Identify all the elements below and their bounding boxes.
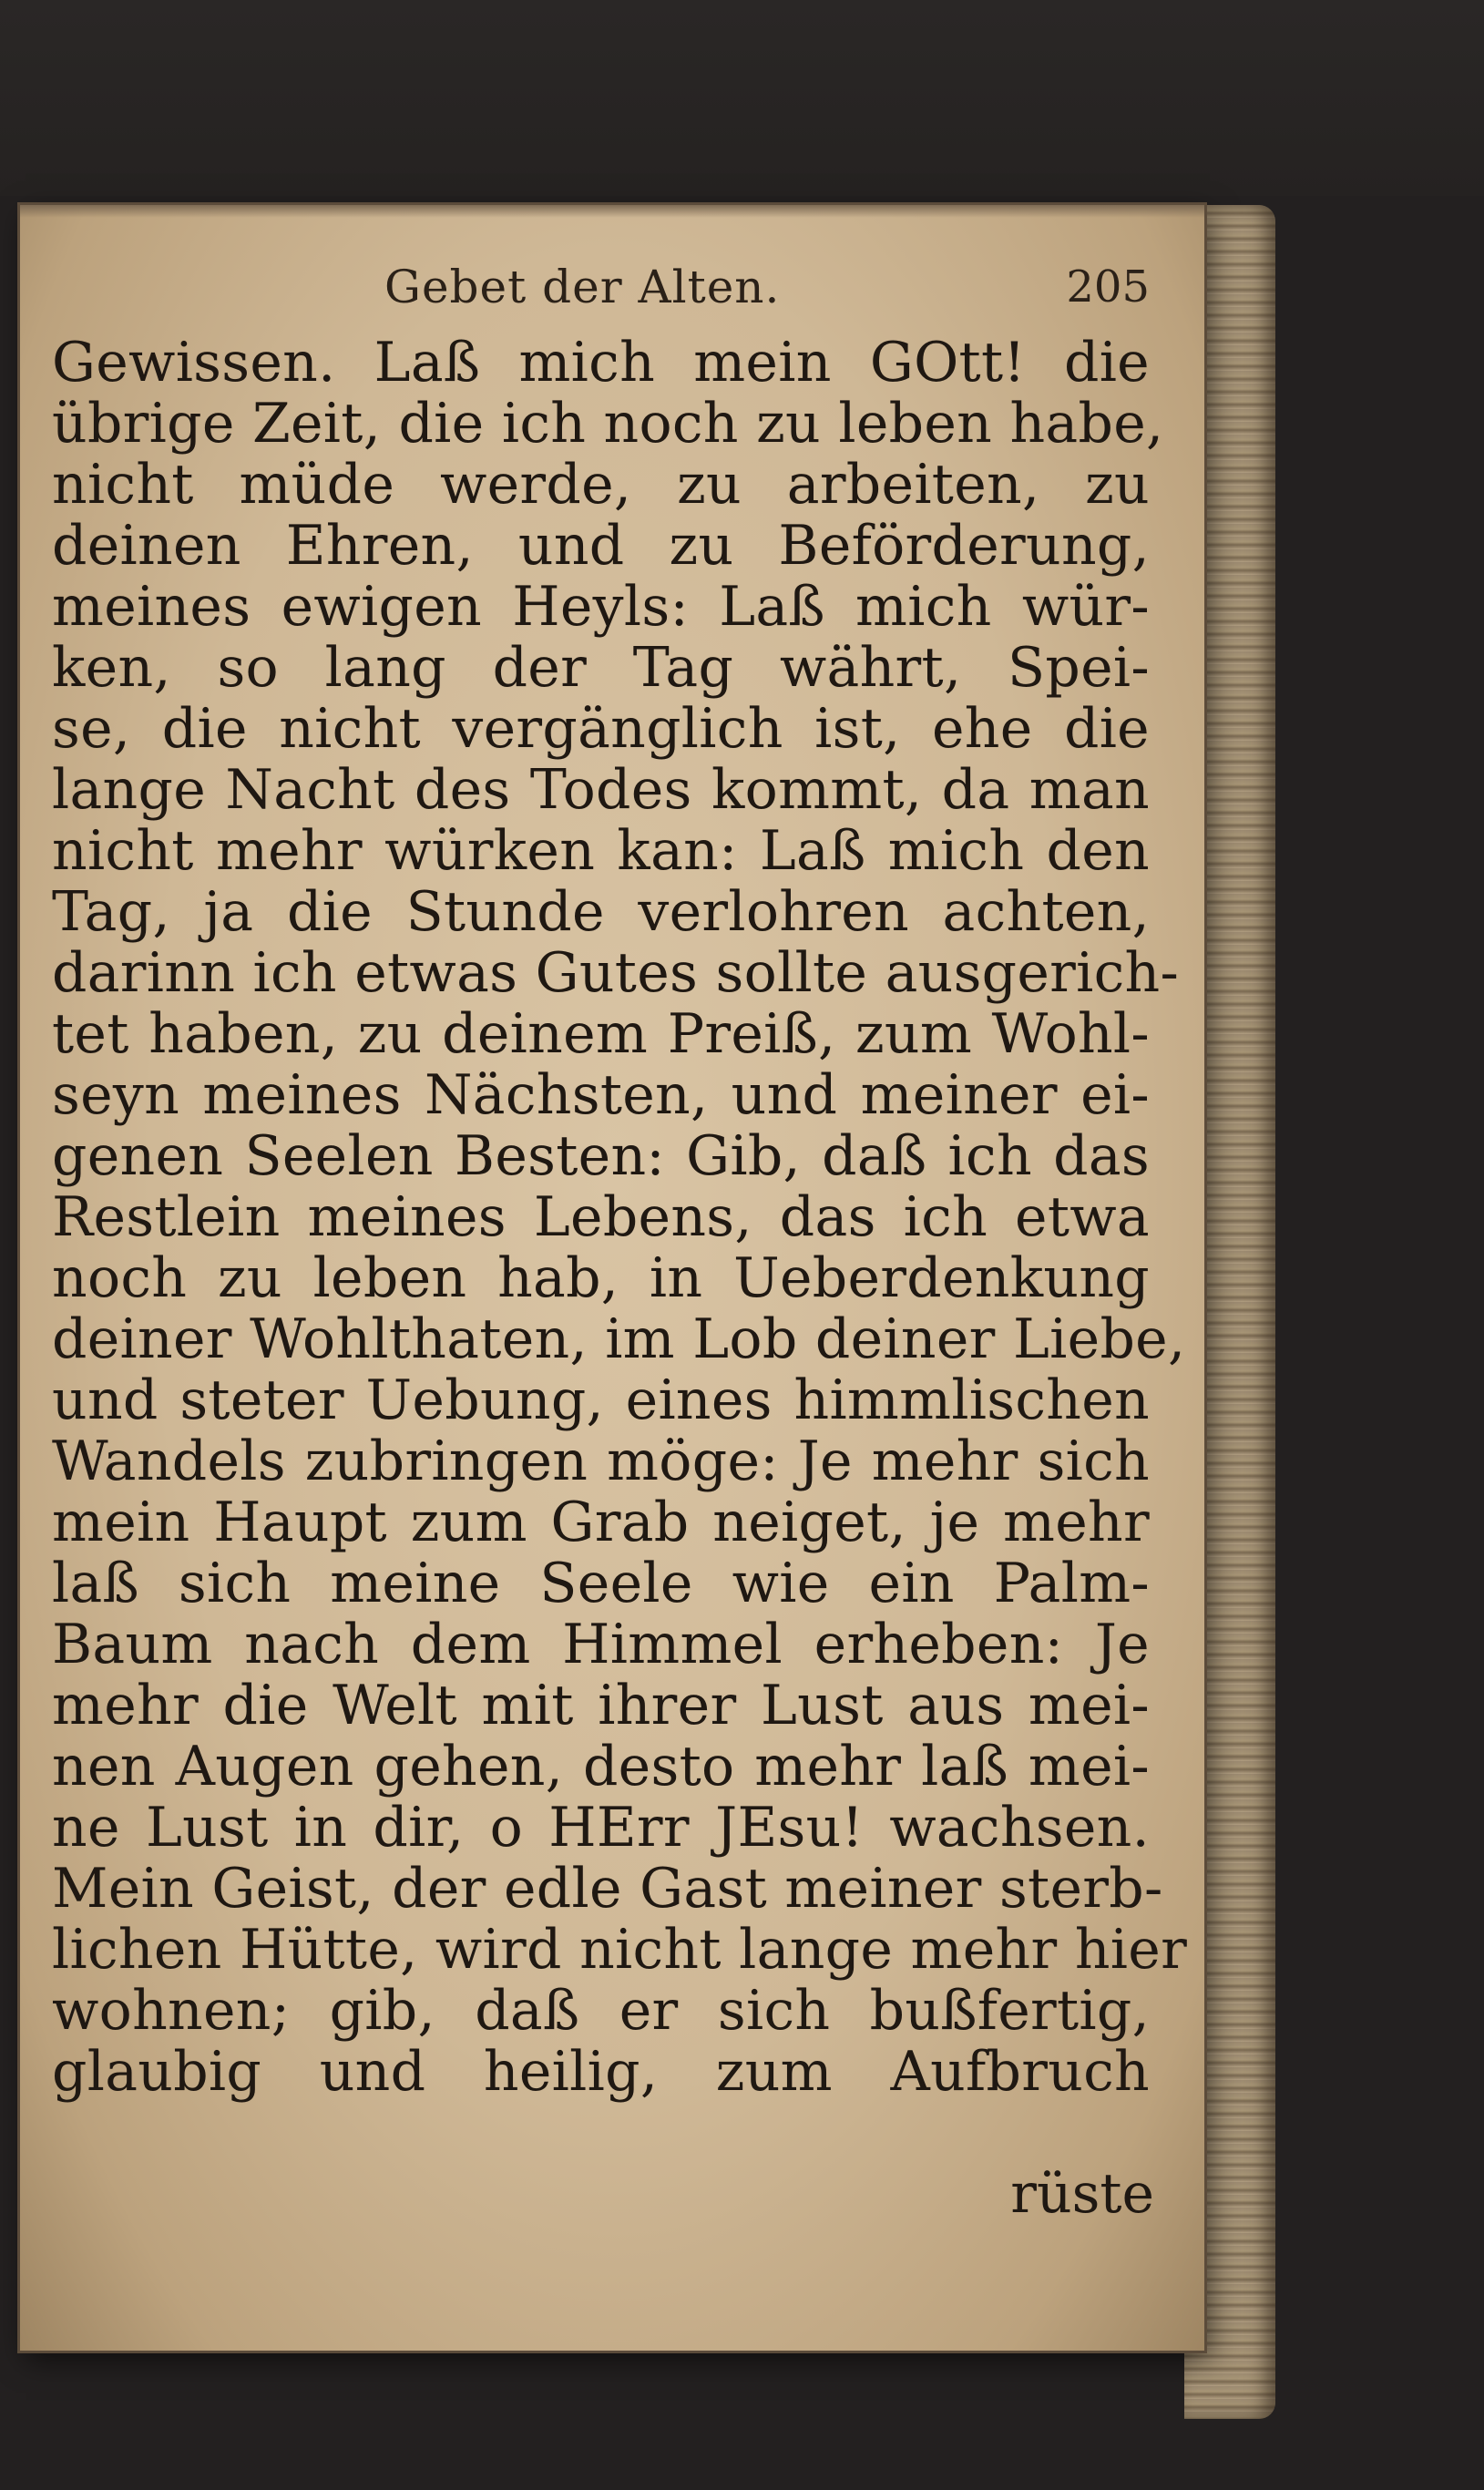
page-header bbox=[20, 251, 1204, 323]
page-number: 205 bbox=[1066, 261, 1150, 313]
text-line: ken, so lang der Tag währt, Spei- bbox=[52, 636, 1150, 700]
text-line: Baum nach dem Himmel erheben: Je bbox=[52, 1613, 1150, 1676]
text-line: lichen Hütte, wird nicht lange mehr hier bbox=[52, 1918, 1188, 1982]
text-line: Mein Geist, der edle Gast meiner sterb- bbox=[52, 1857, 1163, 1921]
body-text bbox=[52, 331, 1188, 2104]
text-line: meines ewigen Heyls: Laß mich wür- bbox=[52, 575, 1150, 639]
text-line: genen Seelen Besten: Gib, daß ich das bbox=[52, 1124, 1150, 1188]
text-line: übrige Zeit, die ich noch zu leben habe, bbox=[52, 392, 1164, 456]
text-line: laß sich meine Seele wie ein Palm- bbox=[52, 1552, 1150, 1615]
text-line: mein Haupt zum Grab neiget, je mehr bbox=[52, 1491, 1150, 1554]
text-line: wohnen; gib, daß er sich bußfertig, bbox=[52, 1979, 1150, 2043]
text-line: noch zu leben hab, in Ueberdenkung bbox=[52, 1246, 1150, 1310]
text-line: mehr die Welt mit ihrer Lust aus mei- bbox=[52, 1674, 1150, 1737]
text-line: Restlein meines Lebens, das ich etwa bbox=[52, 1185, 1150, 1249]
text-line: nicht müde werde, zu arbeiten, zu bbox=[52, 453, 1150, 517]
text-line: und steter Uebung, eines himmlischen bbox=[52, 1368, 1150, 1432]
catchword: rüste bbox=[1010, 2162, 1154, 2226]
text-line: seyn meines Nächsten, und meiner ei- bbox=[52, 1063, 1150, 1127]
text-line: Tag, ja die Stunde verlohren achten, bbox=[52, 880, 1150, 944]
text-line: nen Augen gehen, desto mehr laß mei- bbox=[52, 1735, 1150, 1798]
text-line: glaubig und heilig, zum Aufbruch bbox=[52, 2040, 1150, 2104]
book-page bbox=[20, 205, 1204, 2351]
text-line: Wandels zubringen möge: Je mehr sich bbox=[52, 1429, 1150, 1493]
text-line: se, die nicht vergänglich ist, ehe die bbox=[52, 697, 1150, 761]
text-line: darinn ich etwas Gutes sollte ausgerich- bbox=[52, 941, 1180, 1005]
dark-background bbox=[0, 0, 1484, 196]
text-line: deinen Ehren, und zu Beförderung, bbox=[52, 514, 1150, 578]
text-line: Gewissen. Laß mich mein GOtt! die bbox=[52, 331, 1150, 395]
text-line: ne Lust in dir, o HErr JEsu! wachsen. bbox=[52, 1796, 1150, 1860]
text-line: deiner Wohlthaten, im Lob deiner Liebe, bbox=[52, 1307, 1186, 1371]
running-title: Gebet der Alten. bbox=[384, 261, 781, 313]
text-line: nicht mehr würken kan: Laß mich den bbox=[52, 819, 1150, 883]
text-line: tet haben, zu deinem Preiß, zum Wohl- bbox=[52, 1002, 1150, 1066]
text-line: lange Nacht des Todes kommt, da man bbox=[52, 758, 1150, 822]
